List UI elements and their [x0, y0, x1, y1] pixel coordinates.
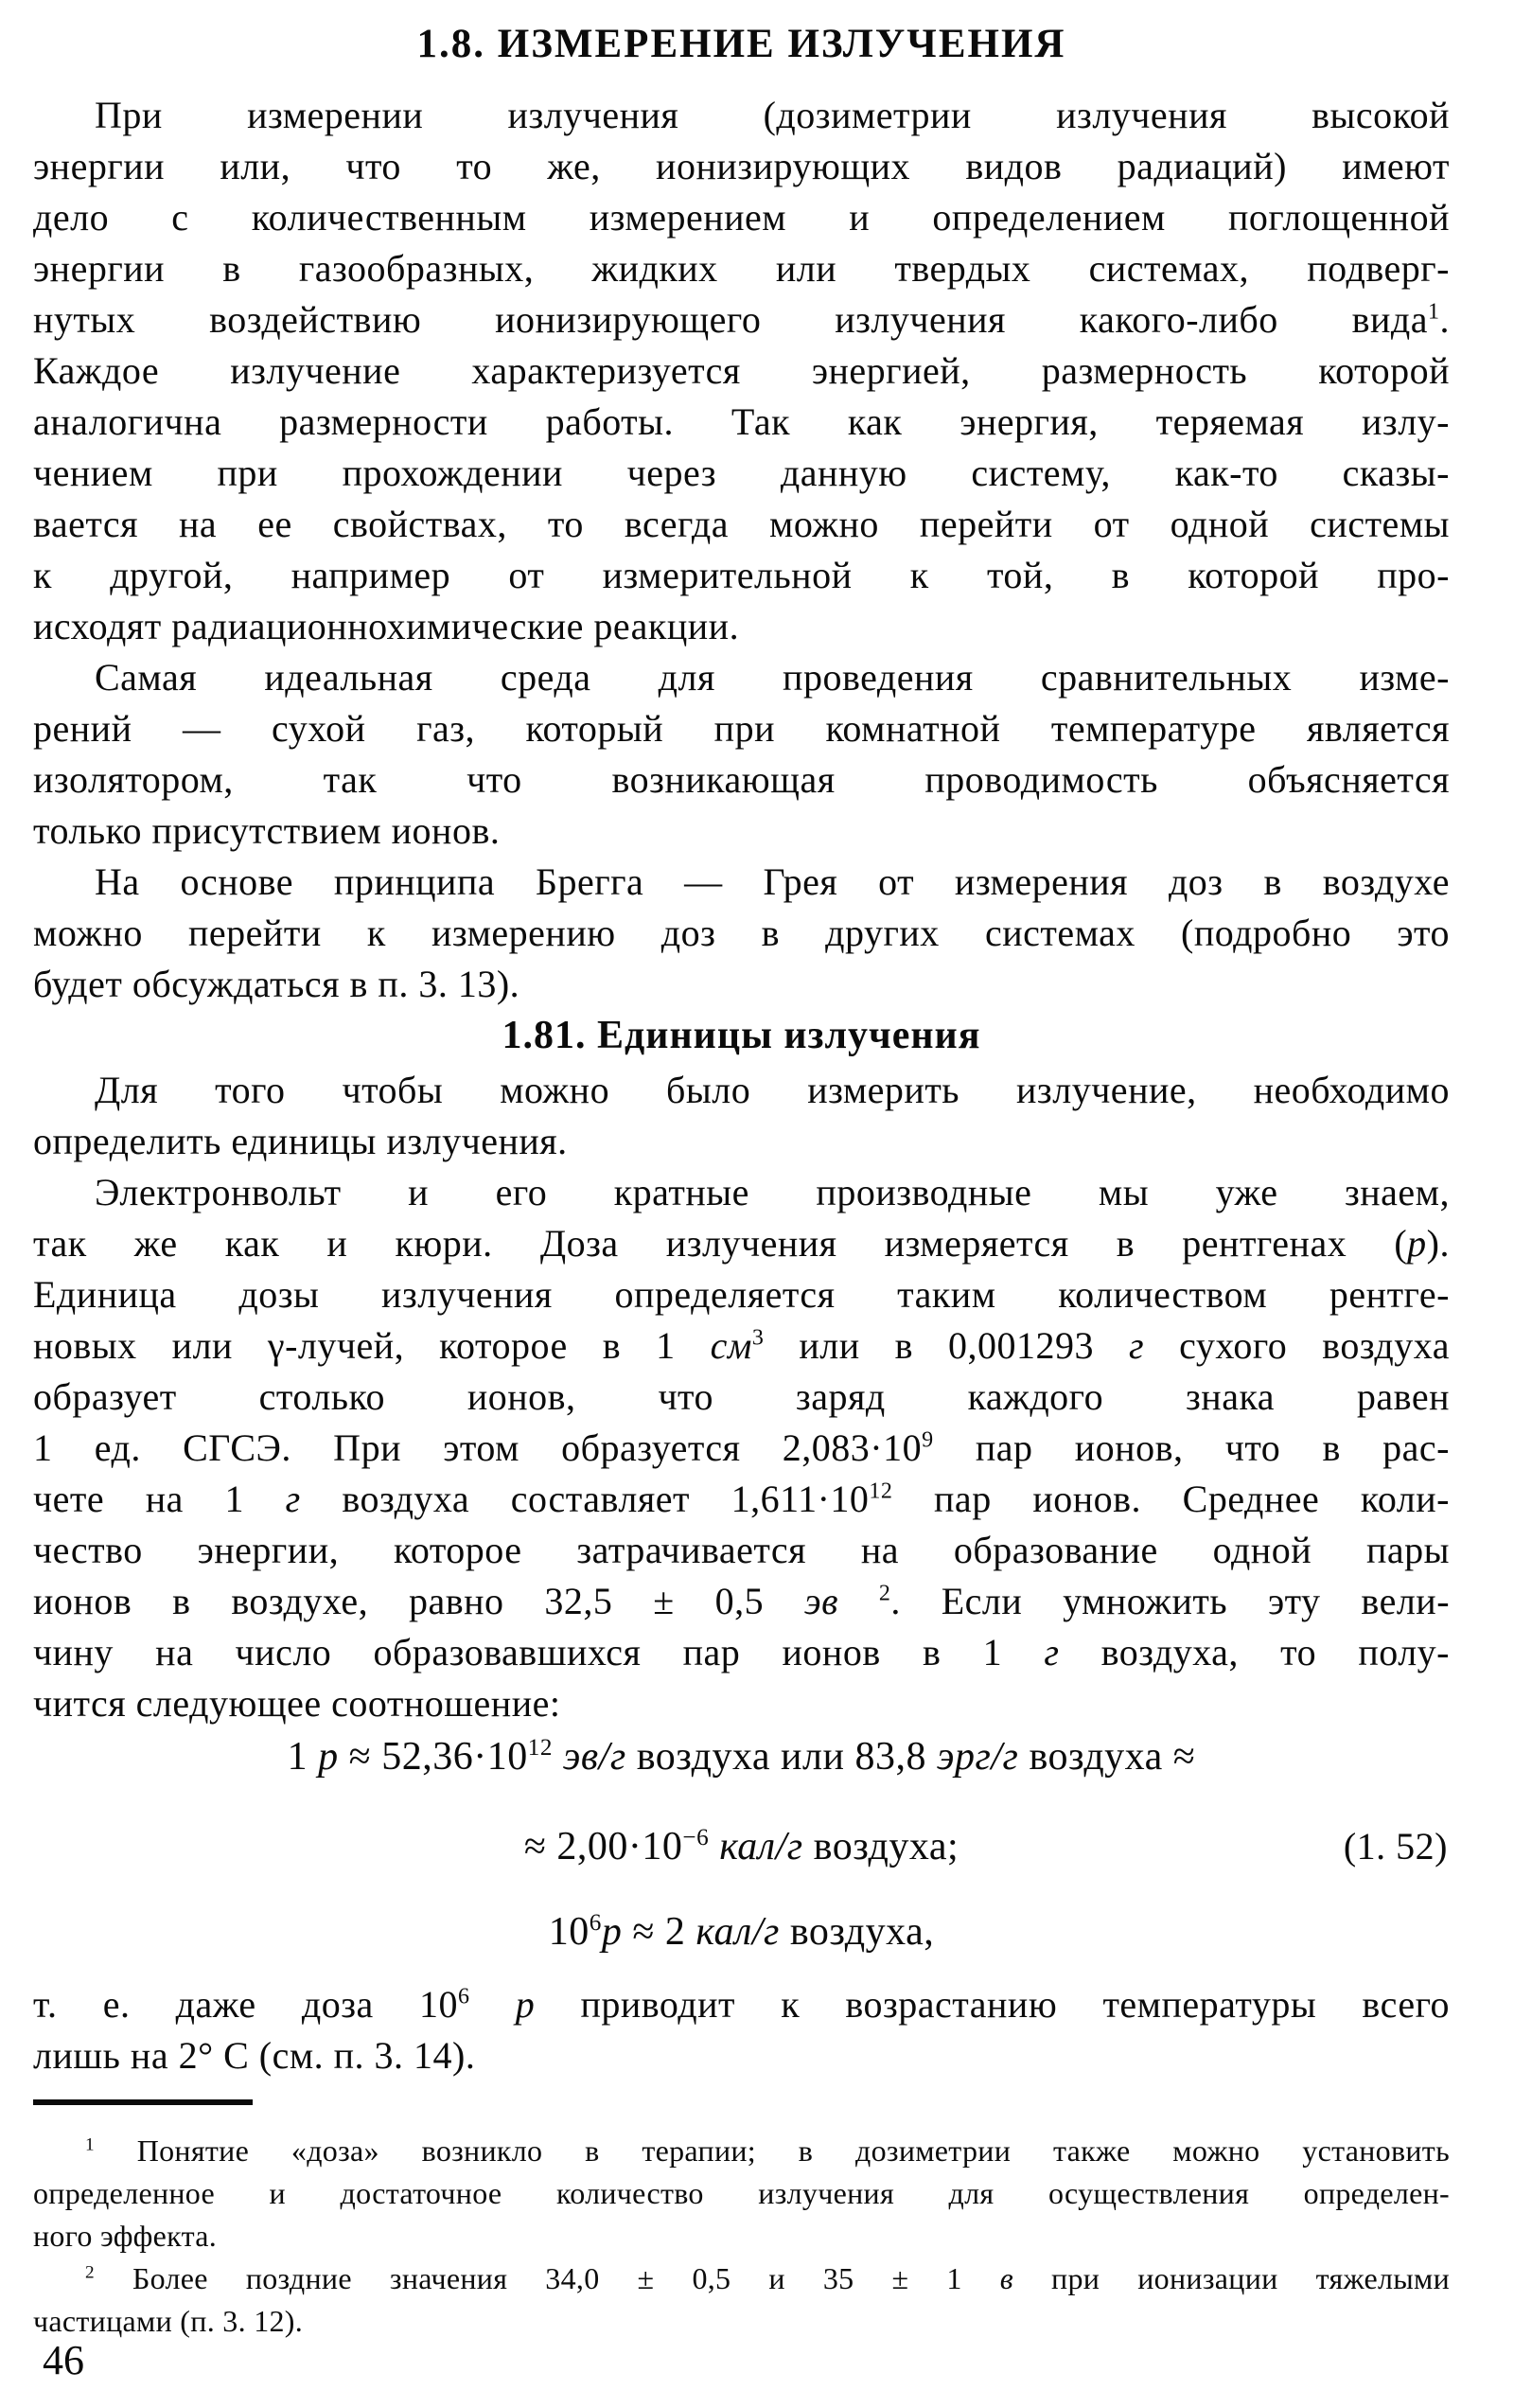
text-line: [33, 1678, 1450, 1729]
unit-symbol: р: [318, 1735, 339, 1779]
unit-symbol: г: [1044, 1631, 1060, 1673]
text-run: Для того чтобы можно было измерить излучение, необходимо: [95, 1069, 1450, 1111]
text-line: [33, 1423, 1450, 1474]
text-line: [33, 1576, 1450, 1627]
footnote-marker-2: 2: [85, 2262, 95, 2283]
text-line: [33, 1065, 1450, 1116]
text-run: Более поздние значения 34,0 ± 0,5 и 35 ± 1: [94, 2261, 1000, 2295]
text-run: 1 ед. СГСЭ. При этом образуется 2,083·10: [33, 1426, 923, 1469]
text-run: можно перейти к измерению доз в других системах (подробно это: [33, 912, 1450, 954]
text-line: [33, 652, 1450, 703]
unit-symbol: см: [710, 1324, 752, 1367]
page-number: 46: [43, 2337, 84, 2383]
formula-line-2: [33, 1818, 1450, 1875]
unit-symbol: кал/г: [695, 1910, 780, 1954]
text-run: определить единицы излучения.: [33, 1120, 568, 1162]
footnote-separator: [33, 2099, 253, 2105]
text-run: воздуха ≈: [1018, 1735, 1196, 1779]
text-run: воздуха или 83,8: [625, 1735, 937, 1779]
unit-symbol: р: [515, 1983, 536, 2026]
text-run: [553, 1735, 563, 1779]
text-line: [33, 243, 1450, 294]
superscript: 12: [869, 1478, 893, 1504]
text-run: воздуха,: [779, 1910, 935, 1954]
text-line: [33, 2030, 1450, 2081]
text-line: [33, 1525, 1450, 1576]
text-line: [33, 1372, 1450, 1423]
text-run: аналогична размерности работы. Так как энергия, теряемая излу-: [33, 400, 1450, 443]
text-run: при ионизации тяжелыми: [1013, 2261, 1451, 2295]
text-run: [709, 1825, 719, 1868]
unit-symbol: р: [1407, 1222, 1427, 1265]
footnote-ref-2: 2: [878, 1581, 891, 1606]
superscript: −6: [682, 1825, 710, 1850]
text-run: воздуха;: [802, 1825, 959, 1868]
formula-line-1: [33, 1728, 1450, 1785]
text-run: пар ионов, что в рас-: [933, 1426, 1450, 1469]
superscript: 6: [589, 1910, 602, 1936]
unit-symbol: эв: [803, 1580, 838, 1622]
footnote-line: [33, 2172, 1450, 2215]
text-run: На основе принципа Брегга — Грея от измерения доз в воздухе: [95, 860, 1450, 903]
text-line: [33, 1167, 1450, 1218]
text-run: . Если умножить эту вели-: [890, 1580, 1451, 1622]
superscript: 6: [458, 1984, 470, 2010]
text-run: энергии в газообразных, жидких или твердых системах, подверг-: [33, 247, 1450, 290]
text-line: [33, 1474, 1450, 1525]
unit-symbol: эрг/г: [936, 1735, 1019, 1779]
text-line: [33, 448, 1450, 499]
footnote-2: [33, 2258, 1450, 2343]
text-run: исходят радиационнохимические реакции.: [33, 605, 740, 647]
text-run: ).: [1426, 1222, 1450, 1265]
equation-number: (1. 52): [1343, 1825, 1448, 1868]
text-line: [33, 141, 1450, 192]
text-line: [33, 1218, 1450, 1269]
superscript: 3: [751, 1325, 765, 1351]
paragraph: [33, 1167, 1450, 1729]
text-run: нутых воздействию ионизирующего излучения какого-либо вида: [33, 298, 1428, 341]
units-paragraphs: [33, 1065, 1450, 1729]
closing-paragraph: [33, 1979, 1450, 2081]
text-line: [33, 499, 1450, 550]
text-line: [33, 345, 1450, 397]
section-heading-main: 1.8. ИЗМЕРЕНИЕ ИЗЛУЧЕНИЯ: [416, 22, 1066, 66]
text-run: или в 0,001293: [764, 1324, 1130, 1367]
unit-symbol: г: [1129, 1324, 1145, 1367]
text-run: определенное и достаточное количество излучения для осуществления определен-: [33, 2176, 1450, 2210]
text-line: [33, 397, 1450, 448]
text-run: чением при прохождении через данную систему, как-то сказы-: [33, 452, 1450, 494]
formula-line-3: [33, 1903, 1450, 1960]
paragraph: [33, 857, 1450, 1010]
unit-symbol: в: [999, 2261, 1013, 2295]
text-line: [33, 806, 1450, 857]
text-line: [33, 294, 1450, 345]
footnote-line: [33, 2258, 1450, 2300]
text-run: так же как и кюри. Доза излучения измеряется в рентгенах (: [33, 1222, 1408, 1265]
section-heading-units: 1.81. Единицы излучения: [502, 1014, 981, 1057]
text-run: Единица дозы излучения определяется таким количеством рентге-: [33, 1273, 1450, 1316]
text-run: изолятором, так что возникающая проводимость объясняется: [33, 758, 1450, 801]
text-run: Электронвольт и его кратные производные мы уже знаем,: [95, 1171, 1450, 1213]
unit-symbol: г: [285, 1478, 301, 1520]
text-run: ≈ 2: [622, 1910, 696, 1954]
text-run: [838, 1580, 879, 1622]
text-run: воздуха составляет 1,611·10: [300, 1478, 870, 1520]
text-run: ≈ 2,00·10: [523, 1825, 683, 1868]
footnote-line: [33, 2215, 1450, 2258]
text-line: [33, 703, 1450, 754]
paragraph: [33, 652, 1450, 857]
text-run: .: [1439, 298, 1450, 341]
text-run: [470, 1983, 516, 2026]
text-run: ного эффекта.: [33, 2219, 218, 2253]
text-line: [33, 1979, 1450, 2030]
text-line: [33, 857, 1450, 908]
unit-symbol: кал/г: [719, 1825, 803, 1868]
text-line: [33, 754, 1450, 806]
text-run: 10: [548, 1910, 590, 1954]
text-line: [33, 192, 1450, 243]
text-line: [33, 1116, 1450, 1167]
text-run: 1: [287, 1735, 319, 1779]
text-line: [33, 908, 1450, 959]
text-run: сухого воздуха: [1144, 1324, 1450, 1367]
text-run: чину на число образовавшихся пар ионов в 1: [33, 1631, 1045, 1673]
text-run: приводит к возрастанию температуры всего: [535, 1983, 1450, 2026]
text-run: будет обсуждаться в п. 3. 13).: [33, 963, 520, 1005]
text-line: [33, 1269, 1450, 1320]
text-run: Самая идеальная среда для проведения сравнительных изме-: [95, 656, 1450, 699]
text-run: Понятие «доза» возникло в терапии; в дозиметрии также можно установить: [94, 2134, 1450, 2168]
text-line: [33, 1627, 1450, 1678]
text-run: чество энергии, которое затрачивается на образование одной пары: [33, 1529, 1450, 1571]
text-run: т. е. даже доза 10: [33, 1983, 459, 2026]
text-run: воздуха, то полу-: [1059, 1631, 1450, 1673]
text-run: чете на 1: [33, 1478, 286, 1520]
superscript: 9: [922, 1427, 934, 1453]
text-run: энергии или, что то же, ионизирующих видов радиаций) имеют: [33, 145, 1450, 187]
text-run: пар ионов. Среднее коли-: [892, 1478, 1450, 1520]
footnote-marker-1: 1: [85, 2134, 95, 2155]
text-run: к другой, например от измерительной к той, в которой про-: [33, 554, 1450, 596]
text-line: [33, 601, 1450, 652]
text-run: ионов в воздухе, равно 32,5 ± 0,5: [33, 1580, 804, 1622]
unit-symbol: эв/г: [562, 1735, 626, 1779]
text-run: ≈ 52,36·10: [338, 1735, 528, 1779]
text-run: Каждое излучение характеризуется энергией, размерность которой: [33, 349, 1450, 392]
paragraph: [33, 90, 1450, 652]
text-run: чится следующее соотношение:: [33, 1682, 561, 1725]
text-run: При измерении излучения (дозиметрии излучения высокой: [95, 94, 1450, 136]
text-run: дело с количественным измерением и определением поглощенной: [33, 196, 1450, 239]
footnote-1: [33, 2130, 1450, 2258]
text-run: только присутствием ионов.: [33, 809, 501, 852]
paragraph: [33, 1065, 1450, 1167]
text-run: новых или γ-лучей, которое в 1: [33, 1324, 711, 1367]
text-run: образует столько ионов, что заряд каждого знака равен: [33, 1375, 1450, 1418]
text-line: [33, 550, 1450, 601]
footnotes: [33, 2130, 1450, 2343]
footnote-line: [33, 2130, 1450, 2172]
text-line: [33, 1320, 1450, 1372]
text-run: лишь на 2° С (см. п. 3. 14).: [33, 2034, 476, 2077]
text-line: [33, 90, 1450, 141]
unit-symbol: р: [601, 1910, 623, 1954]
intro-paragraphs: [33, 90, 1450, 1010]
footnote-line: [33, 2300, 1450, 2343]
footnote-ref-1: 1: [1428, 299, 1440, 325]
text-run: вается на ее свойствах, то всегда можно перейти от одной системы: [33, 503, 1450, 545]
text-line: [33, 959, 1450, 1010]
superscript: 12: [527, 1735, 553, 1761]
text-run: частицами (п. 3. 12).: [33, 2304, 304, 2338]
text-run: рений — сухой газ, который при комнатной температуре является: [33, 707, 1450, 750]
